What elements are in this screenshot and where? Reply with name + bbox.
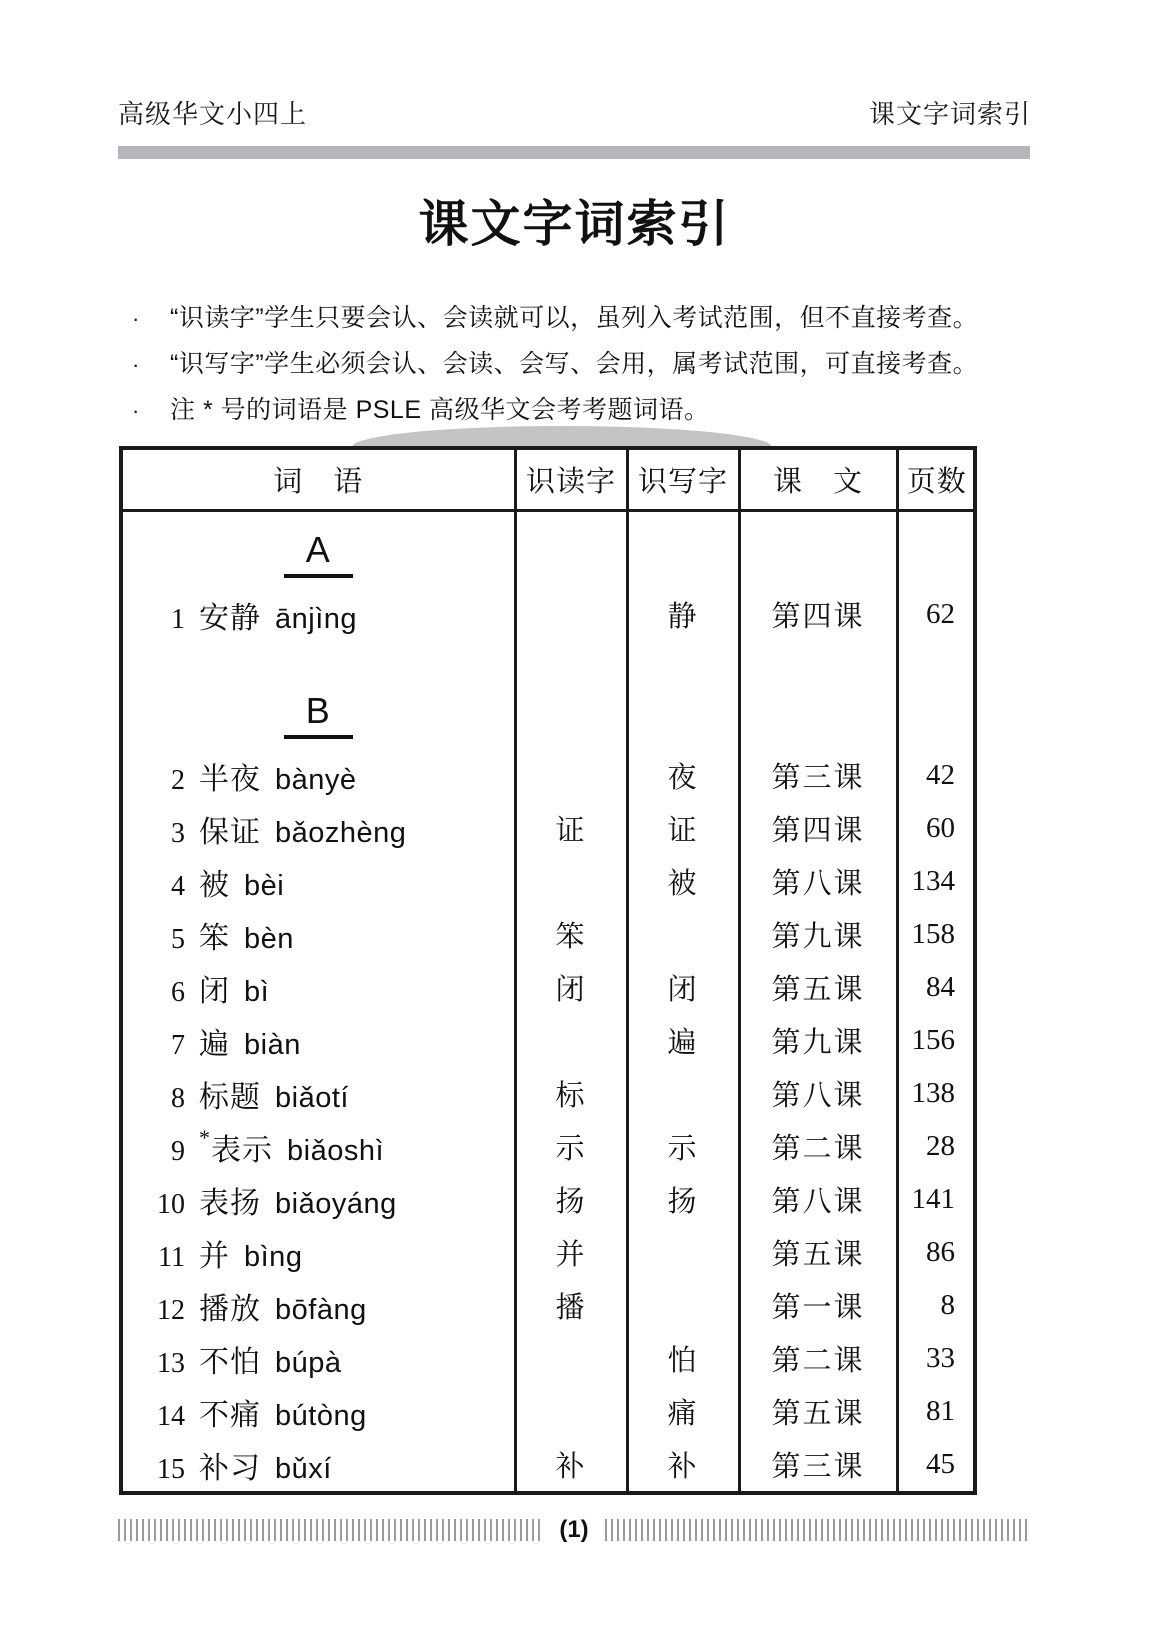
cell-read-char: 播 bbox=[515, 1279, 627, 1332]
row-index: 13 bbox=[157, 1347, 185, 1379]
word-hanzi bbox=[199, 1028, 230, 1061]
note-text: “识读字”学生只要会认、会读就可以，虽列入考试范围，但不直接考查。 bbox=[170, 304, 979, 332]
cell-word bbox=[123, 1385, 515, 1438]
cell-write-char bbox=[627, 908, 739, 961]
cell-page: 33 bbox=[926, 1342, 955, 1374]
page-number: (1) bbox=[559, 1516, 589, 1543]
word-hanzi-text: 播放 bbox=[199, 1292, 261, 1326]
word-hanzi bbox=[199, 1187, 261, 1220]
cell-page: 42 bbox=[926, 759, 955, 791]
cell-write-char bbox=[627, 1279, 739, 1332]
index-table bbox=[119, 446, 977, 1495]
running-head bbox=[118, 94, 1031, 134]
cell-lesson: 第八课 bbox=[739, 855, 897, 908]
word-hanzi-text: 闭 bbox=[199, 974, 230, 1008]
cell-word bbox=[123, 908, 515, 961]
table-cell-empty bbox=[627, 511, 739, 589]
cell-page: 84 bbox=[926, 971, 955, 1003]
cell-word bbox=[123, 1014, 515, 1067]
table-cell-empty bbox=[123, 641, 515, 673]
cell-read-char: 补 bbox=[515, 1438, 627, 1491]
cell-lesson: 第九课 bbox=[739, 1014, 897, 1067]
note-text: 注 * 号的词语是 PSLE 高级华文会考考题词语。 bbox=[170, 396, 710, 424]
cell-page: 8 bbox=[940, 1289, 955, 1321]
section-letter bbox=[124, 528, 513, 572]
column-header-read: 识读字 bbox=[515, 450, 627, 511]
row-index: 14 bbox=[157, 1400, 185, 1432]
row-index: 2 bbox=[171, 764, 185, 796]
cell-read-char bbox=[515, 855, 627, 908]
cell-write-char: 被 bbox=[627, 855, 739, 908]
cell-write-char: 补 bbox=[627, 1438, 739, 1491]
row-index: 11 bbox=[158, 1241, 185, 1273]
column-header-page: 页数 bbox=[897, 450, 975, 511]
word-hanzi bbox=[199, 602, 261, 635]
cell-word bbox=[123, 588, 515, 641]
word-pinyin: bǎozhèng bbox=[275, 816, 407, 849]
cell-word bbox=[123, 961, 515, 1014]
word-hanzi bbox=[199, 922, 230, 955]
word-pinyin: bìng bbox=[244, 1240, 303, 1273]
row-index: 3 bbox=[171, 817, 185, 849]
table-row bbox=[123, 588, 975, 641]
row-index: 4 bbox=[171, 870, 185, 902]
cell-read-char: 证 bbox=[515, 802, 627, 855]
table-header bbox=[123, 450, 975, 511]
footer-rule-left bbox=[118, 1519, 543, 1541]
cell-write-char: 证 bbox=[627, 802, 739, 855]
cell-lesson: 第九课 bbox=[739, 908, 897, 961]
cell-read-char bbox=[515, 1332, 627, 1385]
word-hanzi bbox=[199, 1124, 273, 1167]
cell-write-char: 遍 bbox=[627, 1014, 739, 1067]
table-cell-empty bbox=[739, 511, 897, 589]
cell-lesson: 第三课 bbox=[739, 749, 897, 802]
cell-read-char: 标 bbox=[515, 1067, 627, 1120]
running-head-right: 课文字词索引 bbox=[868, 99, 1031, 129]
page-footer bbox=[118, 1517, 1030, 1543]
cell-page: 86 bbox=[926, 1236, 955, 1268]
table-row bbox=[123, 1173, 975, 1226]
cell-word bbox=[123, 1120, 515, 1173]
word-pinyin: biǎotí bbox=[275, 1081, 349, 1114]
cell-page: 138 bbox=[911, 1077, 955, 1109]
word-hanzi-text: 表扬 bbox=[199, 1186, 261, 1220]
word-pinyin: biàn bbox=[244, 1028, 301, 1061]
word-pinyin: bèi bbox=[244, 869, 285, 902]
cell-write-char: 怕 bbox=[627, 1332, 739, 1385]
cell-read-char: 扬 bbox=[515, 1173, 627, 1226]
table-row bbox=[123, 749, 975, 802]
cell-read-char bbox=[515, 749, 627, 802]
table-spacer-row bbox=[123, 641, 975, 673]
cell-write-char: 痛 bbox=[627, 1385, 739, 1438]
column-header-word: 词 语 bbox=[123, 450, 515, 511]
word-hanzi-text: 并 bbox=[199, 1239, 230, 1273]
notes-list bbox=[126, 300, 1026, 438]
note-item bbox=[126, 392, 1026, 430]
cell-word bbox=[123, 749, 515, 802]
cell-page: 141 bbox=[911, 1183, 955, 1215]
cell-lesson: 第二课 bbox=[739, 1332, 897, 1385]
word-pinyin: biǎoyáng bbox=[275, 1187, 397, 1220]
word-hanzi bbox=[199, 763, 261, 796]
cell-write-char: 闭 bbox=[627, 961, 739, 1014]
cell-page: 45 bbox=[926, 1448, 955, 1480]
word-hanzi bbox=[199, 1293, 261, 1326]
cell-lesson: 第八课 bbox=[739, 1173, 897, 1226]
table-cell-empty bbox=[739, 641, 897, 673]
word-hanzi-text: 保证 bbox=[199, 815, 261, 849]
table-body bbox=[123, 511, 975, 1492]
word-hanzi-text: 遍 bbox=[199, 1027, 230, 1061]
section-letter-row bbox=[123, 673, 975, 749]
row-index: 8 bbox=[171, 1082, 185, 1114]
table-cell-empty bbox=[739, 673, 897, 749]
word-hanzi-text: 不怕 bbox=[199, 1345, 261, 1379]
bullet-icon: · bbox=[132, 398, 140, 423]
word-hanzi bbox=[199, 1081, 261, 1114]
word-hanzi bbox=[199, 975, 230, 1008]
word-hanzi bbox=[199, 1346, 261, 1379]
section-letter-text: A bbox=[284, 529, 353, 578]
table-row bbox=[123, 1332, 975, 1385]
table-cell-empty bbox=[627, 673, 739, 749]
word-hanzi-text: 笨 bbox=[199, 921, 230, 955]
psle-asterisk-icon: * bbox=[199, 1124, 211, 1150]
row-index: 5 bbox=[171, 923, 185, 955]
cell-word bbox=[123, 802, 515, 855]
word-hanzi bbox=[199, 1452, 261, 1485]
word-pinyin: bèn bbox=[244, 922, 294, 955]
footer-rule-right bbox=[605, 1519, 1030, 1541]
row-index: 7 bbox=[171, 1029, 185, 1061]
cell-write-char bbox=[627, 1226, 739, 1279]
word-hanzi-text: 表示 bbox=[211, 1133, 273, 1167]
word-hanzi-text: 安静 bbox=[199, 601, 261, 635]
table-row bbox=[123, 1279, 975, 1332]
cell-read-char: 闭 bbox=[515, 961, 627, 1014]
table-row bbox=[123, 855, 975, 908]
bullet-icon: · bbox=[132, 306, 140, 331]
table-cell-empty bbox=[897, 511, 975, 589]
word-hanzi bbox=[199, 816, 261, 849]
cell-read-char bbox=[515, 588, 627, 641]
table-row bbox=[123, 908, 975, 961]
section-letter bbox=[124, 689, 513, 733]
word-pinyin: bànyè bbox=[275, 763, 357, 796]
cell-word bbox=[123, 1173, 515, 1226]
row-index: 10 bbox=[157, 1188, 185, 1220]
section-letter-cell bbox=[123, 673, 515, 749]
title-block bbox=[0, 188, 1149, 296]
cell-read-char: 并 bbox=[515, 1226, 627, 1279]
table-cell-empty bbox=[897, 641, 975, 673]
cell-page: 81 bbox=[926, 1395, 955, 1427]
cell-word bbox=[123, 1067, 515, 1120]
cell-lesson: 第四课 bbox=[739, 588, 897, 641]
word-hanzi bbox=[199, 1240, 230, 1273]
section-letter-cell bbox=[123, 511, 515, 589]
cell-lesson: 第五课 bbox=[739, 1385, 897, 1438]
column-header-write: 识写字 bbox=[627, 450, 739, 511]
row-index: 1 bbox=[171, 603, 185, 635]
cell-write-char: 静 bbox=[627, 588, 739, 641]
word-hanzi-text: 补习 bbox=[199, 1451, 261, 1485]
cell-page: 60 bbox=[926, 812, 955, 844]
row-index: 6 bbox=[171, 976, 185, 1008]
word-hanzi bbox=[199, 869, 230, 902]
note-item bbox=[126, 300, 1026, 338]
word-pinyin: bōfàng bbox=[275, 1293, 367, 1326]
cell-read-char: 示 bbox=[515, 1120, 627, 1173]
word-hanzi-text: 半夜 bbox=[199, 762, 261, 796]
cell-read-char bbox=[515, 1385, 627, 1438]
bullet-icon: · bbox=[132, 352, 140, 377]
table-row bbox=[123, 1120, 975, 1173]
cell-lesson: 第五课 bbox=[739, 961, 897, 1014]
header-rule bbox=[118, 146, 1030, 159]
cell-write-char: 扬 bbox=[627, 1173, 739, 1226]
cell-write-char: 夜 bbox=[627, 749, 739, 802]
note-text: “识写字”学生必须会认、会读、会写、会用，属考试范围，可直接考查。 bbox=[170, 350, 979, 378]
cell-word bbox=[123, 855, 515, 908]
word-pinyin: biǎoshì bbox=[287, 1134, 385, 1167]
section-letter-text: B bbox=[284, 690, 353, 739]
section-letter-row bbox=[123, 511, 975, 589]
table-row bbox=[123, 1438, 975, 1491]
table-cell-empty bbox=[897, 673, 975, 749]
table-row bbox=[123, 1226, 975, 1279]
cell-page: 134 bbox=[911, 865, 955, 897]
cell-read-char: 笨 bbox=[515, 908, 627, 961]
cell-page: 28 bbox=[926, 1130, 955, 1162]
row-index: 12 bbox=[157, 1294, 185, 1326]
cell-lesson: 第五课 bbox=[739, 1226, 897, 1279]
word-pinyin: bútòng bbox=[275, 1399, 367, 1432]
table-cell-empty bbox=[515, 511, 627, 589]
word-pinyin: búpà bbox=[275, 1346, 342, 1379]
table-row bbox=[123, 1014, 975, 1067]
page-title: 课文字词索引 bbox=[418, 196, 731, 252]
row-index: 9 bbox=[171, 1135, 185, 1167]
cell-write-char: 示 bbox=[627, 1120, 739, 1173]
cell-lesson: 第一课 bbox=[739, 1279, 897, 1332]
cell-word bbox=[123, 1332, 515, 1385]
running-head-left: 高级华文小四上 bbox=[118, 99, 308, 129]
table-header-row bbox=[123, 450, 975, 511]
table-row bbox=[123, 802, 975, 855]
cell-page: 158 bbox=[911, 918, 955, 950]
cell-word bbox=[123, 1279, 515, 1332]
row-index: 15 bbox=[157, 1453, 185, 1485]
table-row bbox=[123, 1385, 975, 1438]
cell-lesson: 第三课 bbox=[739, 1438, 897, 1491]
cell-read-char bbox=[515, 1014, 627, 1067]
table-cell-empty bbox=[515, 673, 627, 749]
cell-lesson: 第二课 bbox=[739, 1120, 897, 1173]
note-item bbox=[126, 346, 1026, 384]
cell-word bbox=[123, 1438, 515, 1491]
word-pinyin: bì bbox=[244, 975, 270, 1008]
cell-lesson: 第四课 bbox=[739, 802, 897, 855]
table-row bbox=[123, 1067, 975, 1120]
word-hanzi bbox=[199, 1399, 261, 1432]
cell-word bbox=[123, 1226, 515, 1279]
word-hanzi-text: 标题 bbox=[199, 1080, 261, 1114]
table-row bbox=[123, 961, 975, 1014]
cell-write-char bbox=[627, 1067, 739, 1120]
column-header-lesson: 课 文 bbox=[739, 450, 897, 511]
word-pinyin: bǔxí bbox=[275, 1452, 332, 1485]
word-pinyin: ānjìng bbox=[275, 602, 358, 635]
cell-lesson: 第八课 bbox=[739, 1067, 897, 1120]
word-hanzi-text: 被 bbox=[199, 868, 230, 902]
cell-page: 62 bbox=[926, 598, 955, 630]
table-cell-empty bbox=[627, 641, 739, 673]
table-cell-empty bbox=[515, 641, 627, 673]
word-hanzi-text: 不痛 bbox=[199, 1398, 261, 1432]
cell-page: 156 bbox=[911, 1024, 955, 1056]
